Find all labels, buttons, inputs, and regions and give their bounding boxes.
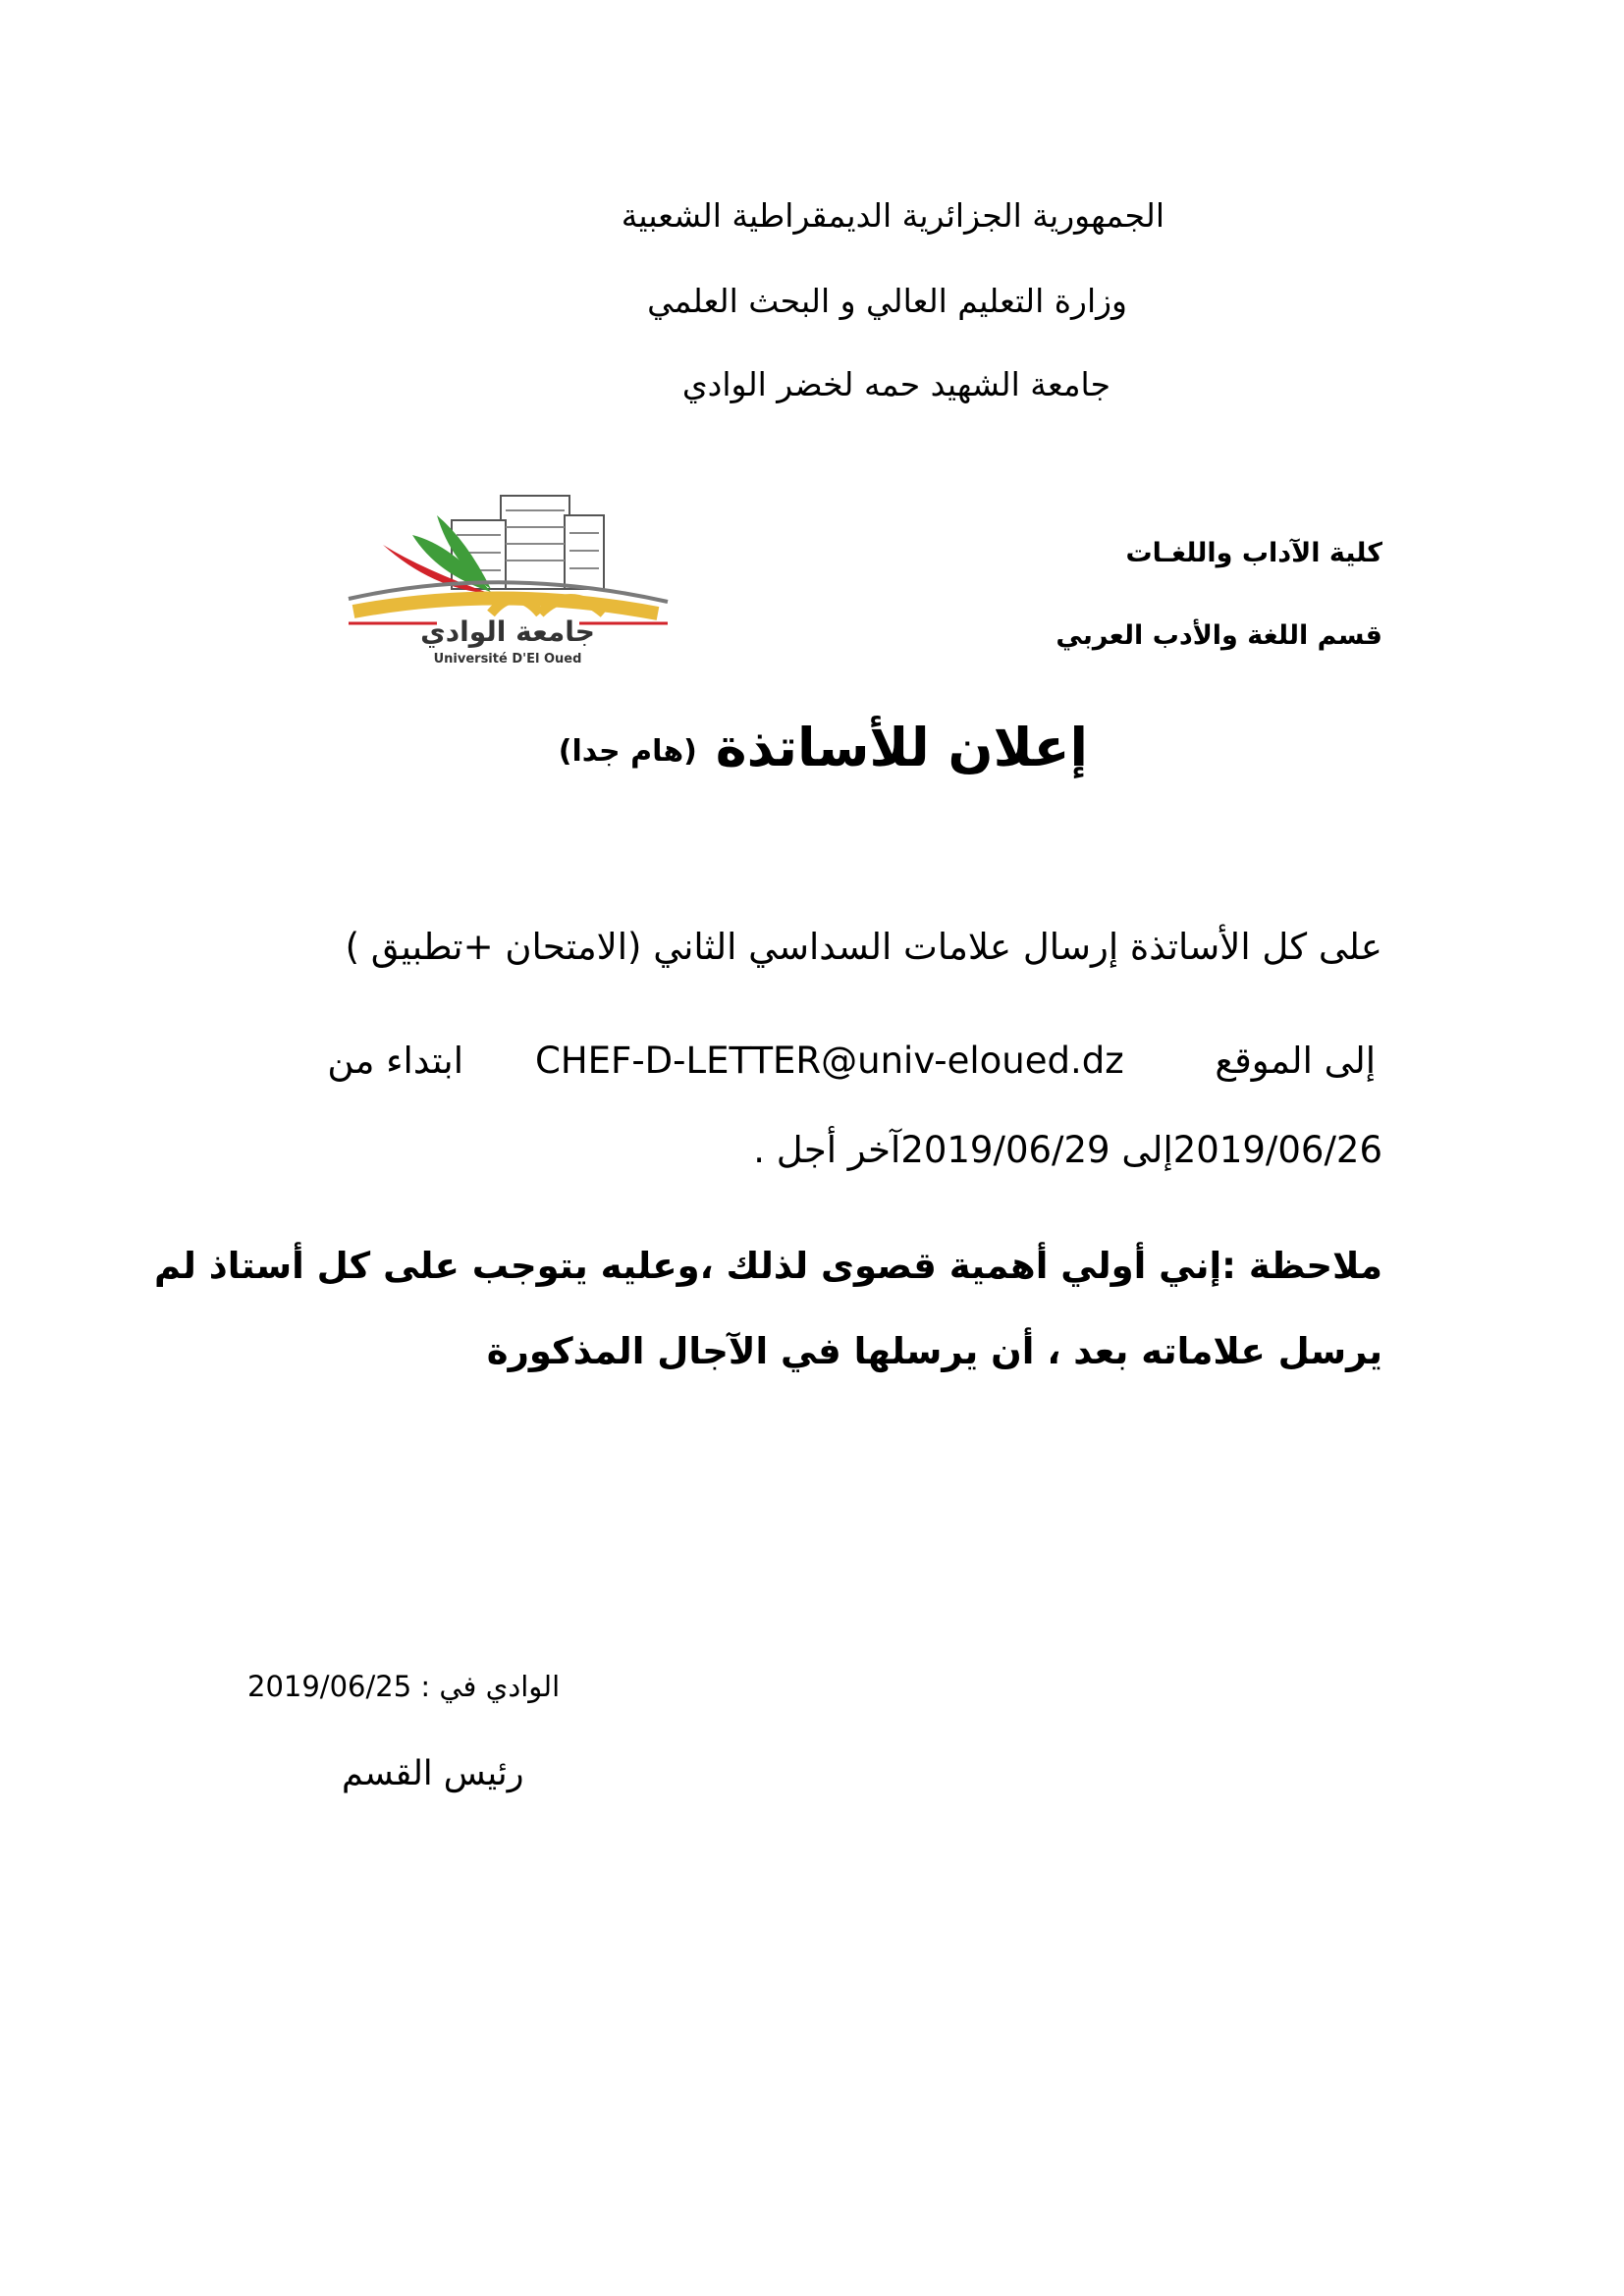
header-university: جامعة الشهيد حمه لخضر الوادي — [681, 365, 1110, 403]
note-line-2: يرسل علاماته بعد ، أن يرسلها في الآجال المذكورة — [486, 1330, 1382, 1372]
title-main: إعلان للأساتذة — [715, 717, 1088, 778]
signer-title: رئيس القسم — [342, 1754, 524, 1793]
instruction-line-1: على كل الأساتذة إرسال علامات السداسي الثاني (الامتحان +تطبيق ) — [345, 926, 1382, 968]
announcement-title — [559, 717, 1088, 778]
header-ministry: وزارة التعليم العالي و البحث العلمي — [647, 282, 1127, 320]
university-logo — [344, 476, 673, 667]
date-line: الوادي في : 2019/06/25 — [247, 1670, 561, 1703]
instruction-line-2-suffix: ابتداء من — [327, 1040, 463, 1082]
department-name: قسم اللغة والأدب العربي — [1056, 620, 1382, 651]
instruction-line-2-prefix: إلى الموقع — [1215, 1040, 1376, 1082]
instruction-dates: 2019/06/26إلى 2019/06/29آخر أجل . — [753, 1129, 1382, 1171]
logo-latin-text: Université D'El Oued — [433, 652, 582, 667]
logo-arabic-text: جامعة الوادي — [420, 615, 595, 648]
faculty-name: كلية الآداب واللغـات — [1125, 538, 1382, 568]
note-line-1: ملاحظة :إني أولي أهمية قصوى لذلك ،وعليه يتوجب على كل أستاذ لم — [153, 1245, 1382, 1287]
header-republic: الجمهورية الجزائرية الديمقراطية الشعبية — [621, 196, 1164, 235]
title-importance: (هام جدا) — [558, 733, 697, 769]
email-address: CHEF-D-LETTER@univ-eloued.dz — [535, 1040, 1124, 1082]
